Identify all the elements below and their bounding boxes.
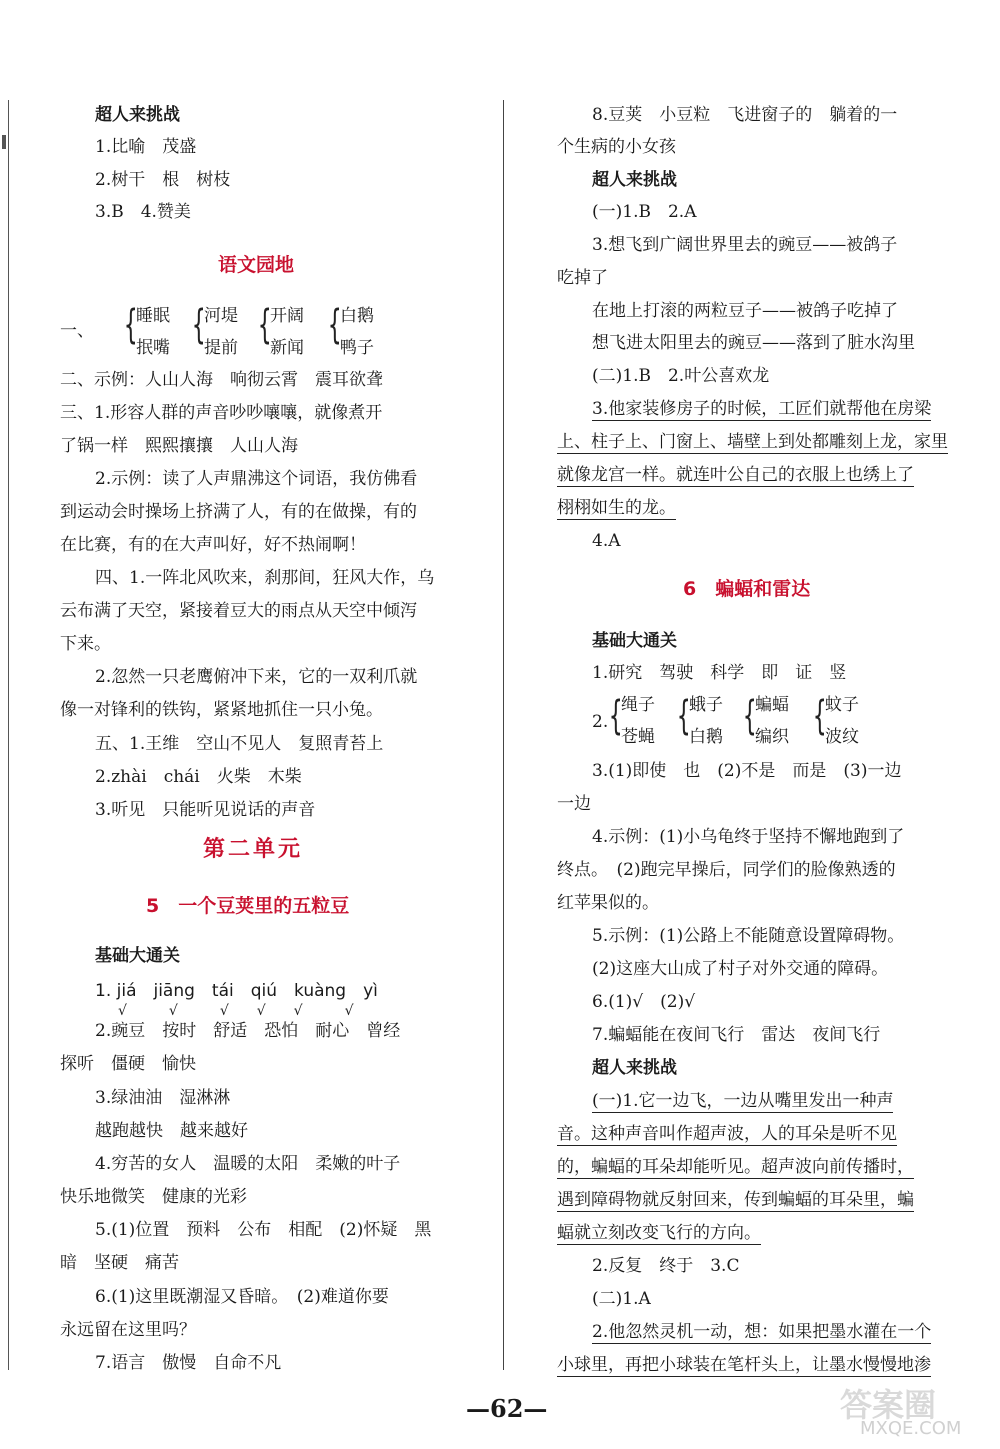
word-pair-top: 睡眠 <box>136 306 170 326</box>
section-heading: 超人来挑战 <box>95 105 180 125</box>
answer-line: 2.豌豆 按时 舒适 恐怕 耐心 曾经 <box>95 1021 401 1041</box>
underlined-answer: (一)1.它一边飞，一边从嘴里发出一种声 <box>592 1091 894 1111</box>
answer-line: 1.比喻 茂盛 <box>95 137 197 157</box>
answer-line: 像一对锋利的铁钩，紧紧地抓住一只小兔。 <box>60 700 383 720</box>
brace-icon: { <box>676 693 691 739</box>
answer-line: 8.豆荚 小豆粒 飞进窗子的 躺着的一 <box>592 105 898 125</box>
answer-line: 7.蝙蝠能在夜间飞行 雷达 夜间飞行 <box>592 1025 881 1045</box>
answer-line: (一)1.B 2.A <box>592 202 697 222</box>
answer-line: 一边 <box>557 794 591 814</box>
answer-line: 到运动会时操场上挤满了人，有的在做操，有的 <box>60 502 417 522</box>
answer-line: 越跑越快 越来越好 <box>95 1121 248 1141</box>
unit-title: 第二单元 <box>203 836 304 862</box>
answer-line: 3.绿油油 湿淋淋 <box>95 1088 231 1108</box>
answer-line: 2.树干 根 树枝 <box>95 170 231 190</box>
answer-line: 6.(1)√ (2)√ <box>592 992 696 1012</box>
column-divider <box>503 100 504 1370</box>
answer-line: 3.B 4.赞美 <box>95 202 191 222</box>
answer-line: 了锅一样 熙熙攘攘 人山人海 <box>60 436 298 456</box>
answer-line: 4.穷苦的女人 温暖的太阳 柔嫩的叶子 <box>95 1154 401 1174</box>
underlined-answer: 上、柱子上、门窗上、墙壁上到处都雕刻上龙，家里 <box>557 432 948 452</box>
lesson-title: 6 蝙蝠和雷达 <box>683 578 811 600</box>
answer-line: 下来。 <box>60 634 111 654</box>
word-pair-top: 蛾子 <box>689 695 723 715</box>
answer-line: 五、1.王维 空山不见人 复照青苔上 <box>95 734 384 754</box>
word-pair-bottom: 波纹 <box>825 727 859 747</box>
answer-line: 云布满了天空，紧接着豆大的雨点从天空中倾泻 <box>60 601 417 621</box>
section-heading: 基础大通关 <box>592 631 677 651</box>
answer-line: 4.示例：(1)小乌龟终于坚持不懈地跑到了 <box>592 827 905 847</box>
answer-line: 3.想飞到广阔世界里去的豌豆——被鸽子 <box>592 235 898 255</box>
word-pair-top: 蝙蝠 <box>755 695 789 715</box>
word-pair-top: 白鹅 <box>340 306 374 326</box>
answer-line: (二)1.B 2.叶公喜欢龙 <box>592 366 770 386</box>
underlined-answer: 2.他忽然灵机一动，想：如果把墨水灌在一个 <box>592 1322 932 1342</box>
word-pair-top: 蚊子 <box>825 695 859 715</box>
answer-line: (2)这座大山成了村子对外交通的障碍。 <box>592 959 889 979</box>
answer-line: 4.A <box>592 531 621 551</box>
brace-icon: { <box>257 302 272 348</box>
answer-line: 永远留在这里吗？ <box>60 1320 196 1340</box>
answer-line: 四、1.一阵北风吹来，刹那间，狂风大作，乌 <box>95 568 435 588</box>
answer-line: (二)1.A <box>592 1289 651 1309</box>
left-margin-rule <box>8 100 9 1370</box>
answer-line: 5.(1)位置 预料 公布 相配 (2)怀疑 黑 <box>95 1220 432 1240</box>
underlined-answer: 栩栩如生的龙。 <box>557 498 676 518</box>
word-pair-bottom: 新闻 <box>270 338 304 358</box>
answer-line: 三、1.形容人群的声音吵吵嚷嚷，就像煮开 <box>60 403 383 423</box>
answer-line: 2.示例：读了人声鼎沸这个词语，我仿佛看 <box>95 469 418 489</box>
brace-icon: { <box>123 302 138 348</box>
answer-line: 3.听见 只能听见说话的声音 <box>95 800 316 820</box>
answer-line: 6.(1)这里既潮湿又昏暗。 (2)难道你要 <box>95 1287 389 1307</box>
brace-icon: { <box>191 302 206 348</box>
brace-icon: { <box>742 693 757 739</box>
item-label: 2. <box>592 712 609 732</box>
answer-line: 5.示例：(1)公路上不能随意设置障碍物。 <box>592 926 905 946</box>
answer-line: 快乐地微笑 健康的光彩 <box>60 1187 247 1207</box>
answer-line: 二、示例：人山人海 响彻云霄 震耳欲聋 <box>60 370 383 390</box>
word-pair-bottom: 编织 <box>755 727 789 747</box>
brace-icon: { <box>327 302 342 348</box>
answer-line: 3.(1)即使 也 (2)不是 而是 (3)一边 <box>592 761 902 781</box>
underlined-answer: 3.他家装修房子的时候，工匠们就帮他在房梁 <box>592 399 932 419</box>
answer-line: 吃掉了 <box>557 268 608 288</box>
answer-line: 终点。 (2)跑完早操后，同学们的脸像熟透的 <box>557 860 896 880</box>
answer-line: 在比赛，有的在大声叫好，好不热闹啊！ <box>60 535 366 555</box>
pinyin-line: 1. jiá jiāng tái qiú kuàng yì <box>95 981 378 1001</box>
word-pair-top: 河堤 <box>204 306 238 326</box>
underlined-answer: 蝠就立刻改变飞行的方向。 <box>557 1223 761 1243</box>
underlined-answer: 音。这种声音叫作超声波，人的耳朵是听不见 <box>557 1124 897 1144</box>
underlined-answer: 就像龙宫一样。就连叶公自己的衣服上也绣上了 <box>557 465 914 485</box>
lesson-title: 5 一个豆荚里的五粒豆 <box>146 895 350 917</box>
answer-line: 1.研究 驾驶 科学 即 证 竖 <box>592 663 847 683</box>
answer-line: 红苹果似的。 <box>557 893 659 913</box>
underlined-answer: 小球里，再把小球装在笔杆头上，让墨水慢慢地渗 <box>557 1355 931 1375</box>
answer-line: 7.语言 傲慢 自命不凡 <box>95 1353 282 1373</box>
word-pair-bottom: 抿嘴 <box>136 338 170 358</box>
word-pair-bottom: 提前 <box>204 338 238 358</box>
answer-line: 在地上打滚的两粒豆子——被鸽子吃掉了 <box>592 301 898 321</box>
section-heading: 超人来挑战 <box>592 1058 677 1078</box>
answer-line: 2.zhài chái 火柴 木柴 <box>95 767 302 787</box>
check-marks: √ √ √ √ √ √ <box>118 1003 354 1019</box>
section-heading: 基础大通关 <box>95 946 180 966</box>
watermark-logo: 答案圈 <box>840 1386 937 1424</box>
binder-mark <box>2 135 6 149</box>
brace-icon: { <box>812 693 827 739</box>
answer-line: 想飞进太阳里去的豌豆——落到了脏水沟里 <box>592 333 915 353</box>
lesson-title: 语文园地 <box>218 254 295 276</box>
underlined-answer: 的，蝙蝠的耳朵却能听见。超声波向前传播时， <box>557 1157 914 1177</box>
answer-line: 2.忽然一只老鹰俯冲下来，它的一双利爪就 <box>95 667 418 687</box>
brace-icon: { <box>608 693 623 739</box>
watermark-url: MXQE.COM <box>860 1418 962 1439</box>
answer-line: 暗 坚硬 痛苦 <box>60 1253 179 1273</box>
answer-line: 探听 僵硬 愉快 <box>60 1054 196 1074</box>
word-pair-top: 绳子 <box>621 695 655 715</box>
section-heading: 超人来挑战 <box>592 170 677 190</box>
item-label: 一、 <box>60 321 94 341</box>
word-pair-bottom: 白鹅 <box>689 727 723 747</box>
word-pair-top: 开阔 <box>270 306 304 326</box>
answer-line: 个生病的小女孩 <box>557 137 676 157</box>
page-number: —62— <box>466 1394 548 1423</box>
word-pair-bottom: 鸭子 <box>340 338 374 358</box>
answer-line: 2.反复 终于 3.C <box>592 1256 740 1276</box>
underlined-answer: 遇到障碍物就反射回来，传到蝙蝠的耳朵里，蝙 <box>557 1190 914 1210</box>
word-pair-bottom: 苍蝇 <box>621 727 655 747</box>
